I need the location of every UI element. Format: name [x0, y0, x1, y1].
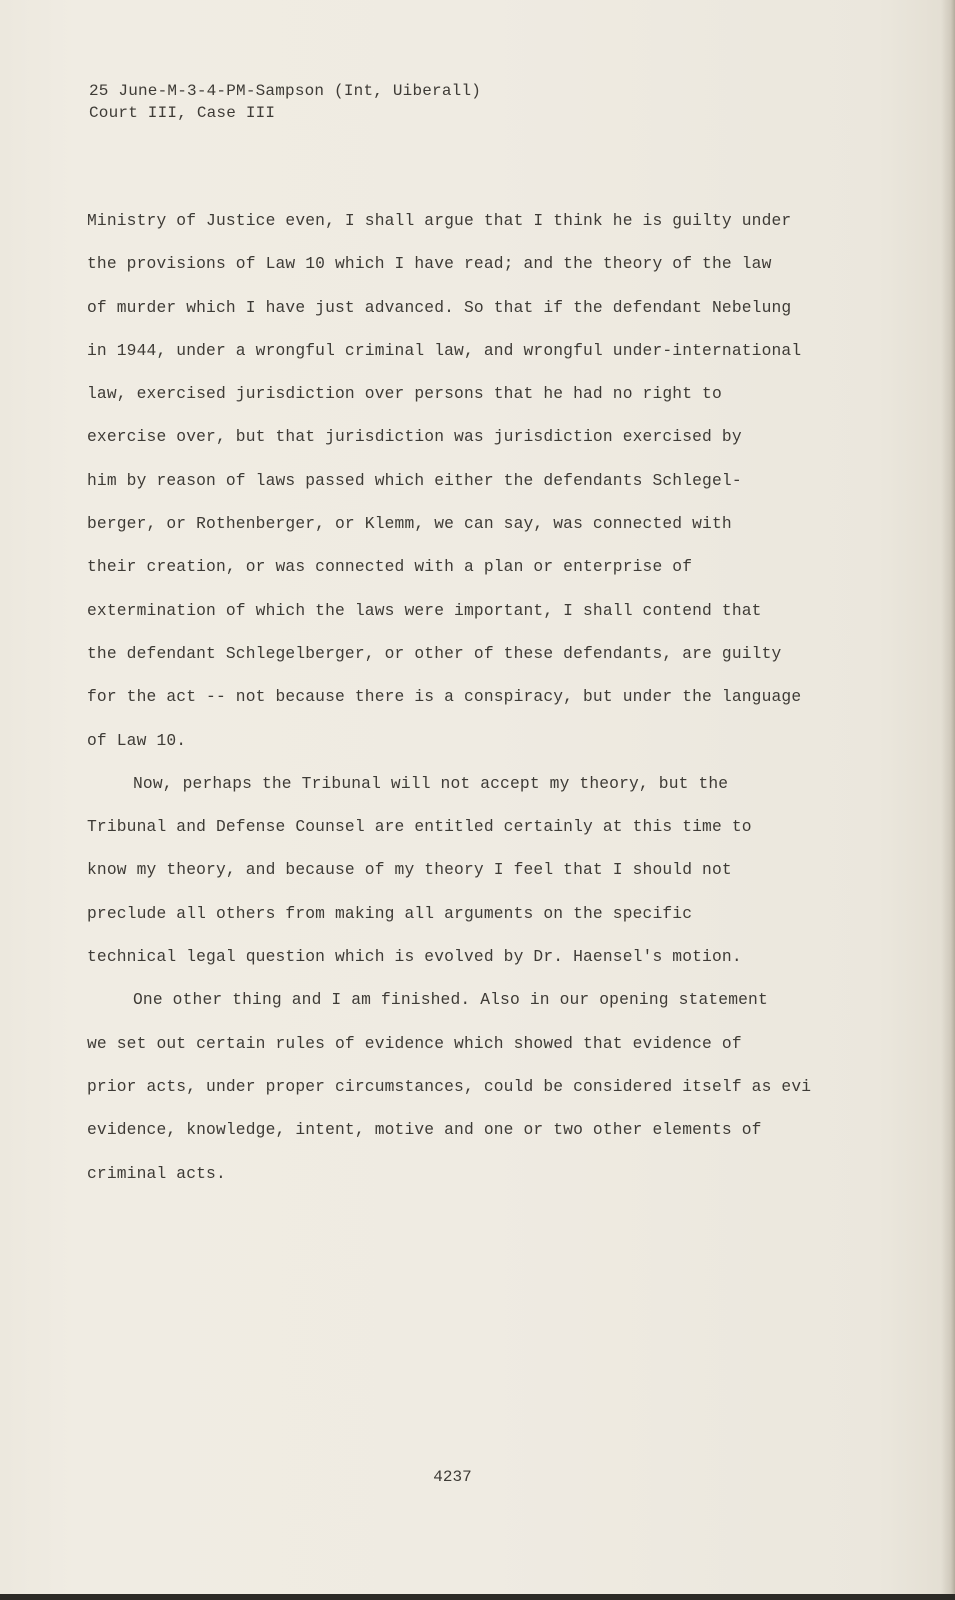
text-line: in 1944, under a wrongful criminal law, and wrongful under-international — [87, 340, 802, 360]
paragraph-3 — [87, 978, 847, 1194]
text-line: we set out certain rules of evidence which showed that evidence of — [87, 1033, 742, 1053]
scan-bottom-border — [0, 1594, 955, 1600]
text-line: their creation, or was connected with a plan or enterprise of — [87, 557, 693, 577]
header-session-line: 25 June-M-3-4-PM-Sampson (Int, Uiberall) — [89, 82, 482, 100]
text-line: technical legal question which is evolved by Dr. Haensel's motion. — [87, 947, 742, 967]
text-line: law, exercised jurisdiction over persons that he had no right to — [87, 384, 722, 404]
page-number: 4237 — [433, 1468, 472, 1486]
page-edge-shadow — [941, 0, 955, 1600]
text-line: One other thing and I am finished. Also in our opening statement — [133, 990, 768, 1010]
text-line: know my theory, and because of my theory I feel that I should not — [87, 860, 732, 880]
paragraph-2 — [87, 762, 847, 978]
text-line: of murder which I have just advanced. So that if the defendant Nebelung — [87, 297, 792, 317]
text-line: Now, perhaps the Tribunal will not accept my theory, but the — [133, 773, 729, 793]
text-line: the defendant Schlegelberger, or other of these defendants, are guilty — [87, 643, 782, 663]
text-line: him by reason of laws passed which either the defendants Schlegel- — [87, 470, 742, 490]
text-line: of Law 10. — [87, 730, 187, 750]
paragraph-1 — [87, 199, 847, 762]
text-line: Ministry of Justice even, I shall argue that I think he is guilty under — [87, 211, 792, 230]
transcript-body — [87, 199, 847, 1195]
text-line: exercise over, but that jurisdiction was jurisdiction exercised by — [87, 427, 742, 447]
text-line: preclude all others from making all arguments on the specific — [87, 903, 693, 923]
text-line: extermination of which the laws were important, I shall contend that — [87, 600, 762, 620]
text-line: for the act -- not because there is a conspiracy, but under the language — [87, 687, 802, 707]
text-line: the provisions of Law 10 which I have read; and the theory of the law — [87, 254, 772, 274]
text-line: berger, or Rothenberger, or Klemm, we can say, was connected with — [87, 514, 732, 534]
header-court-line: Court III, Case III — [89, 104, 276, 122]
text-line: criminal acts. — [87, 1163, 226, 1183]
text-line: prior acts, under proper circumstances, could be considered itself as evi — [87, 1076, 812, 1096]
text-line: Tribunal and Defense Counsel are entitled certainly at this time to — [87, 817, 752, 837]
document-header — [89, 80, 481, 124]
text-line: evidence, knowledge, intent, motive and one or two other elements of — [87, 1120, 762, 1140]
